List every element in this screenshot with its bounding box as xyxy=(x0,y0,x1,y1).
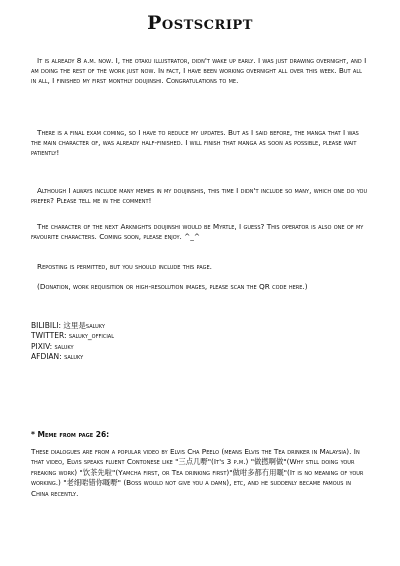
account-twitter xyxy=(31,331,291,341)
account-value: saluky_official xyxy=(68,331,115,341)
account-label: AFDIAN: xyxy=(31,352,62,362)
meme-heading: * Meme from page 26: xyxy=(31,430,110,439)
account-pixiv xyxy=(31,342,291,352)
paragraph-1: It is already 8 a.m. now. I, the otaku illustrator, didn't wake up early. I was just drawing overnight, and I am doing the rest of the work just now. In fact, I have been working overnight all over this week. But all in all, I finished my first monthly doujinshi. Congratulations to me. xyxy=(31,56,367,86)
paragraph-2: There is a final exam coming, so I have to reduce my updates. But as I said before, the manga that I was the main character of, was already half-finished. I will finish that manga as soon as possible, please wait patiently! xyxy=(31,128,359,158)
account-value: saluky xyxy=(54,341,74,351)
paragraph-5: Reposting is permitted, but you should include this page. xyxy=(37,262,212,271)
account-value: 这里是saluky xyxy=(63,321,105,330)
account-list xyxy=(31,321,291,363)
paragraph-3: Although I always include many memes in my doujinshis, this time I didn't include so many, which one do you prefer? Please tell me in the comment! xyxy=(31,186,368,206)
account-afdian xyxy=(31,352,291,362)
account-label: BILIBILI: xyxy=(31,321,62,330)
paragraph-6: (Donation, work requisition or high-resolution images, please scan the QR code here.) xyxy=(37,282,308,291)
page-title: Postscript xyxy=(147,12,253,34)
account-label: TWITTER: xyxy=(31,331,67,341)
account-bilibili xyxy=(31,321,291,331)
paragraph-4: The character of the next Arknights doujinshi would be Myrtle, I guess? This operator is also one of my favourite characters. Coming soon, please enjoy. ^_^ xyxy=(31,222,364,242)
account-label: PIXIV: xyxy=(31,341,53,351)
account-value: saluky xyxy=(64,352,84,362)
meme-paragraph: These dialogues are from a popular video by Elvis Cha Peelo (means Elvis the Tea drinker in Malaysia). In that video, Elvis speaks fluent Contonese like "三点几嘢"(It's 3 p.m.) "做撚啊做"(Why still doing your freaking work) "饮茶先啦"(Yamcha first, or Tea drinking first)"做咁多都冇用嘅"(It is no meaning of your working.) "老细啱错你嘅嘢" (Boss would not give you a damn), etc, and he suddenly became famous in China recently. xyxy=(31,447,364,498)
